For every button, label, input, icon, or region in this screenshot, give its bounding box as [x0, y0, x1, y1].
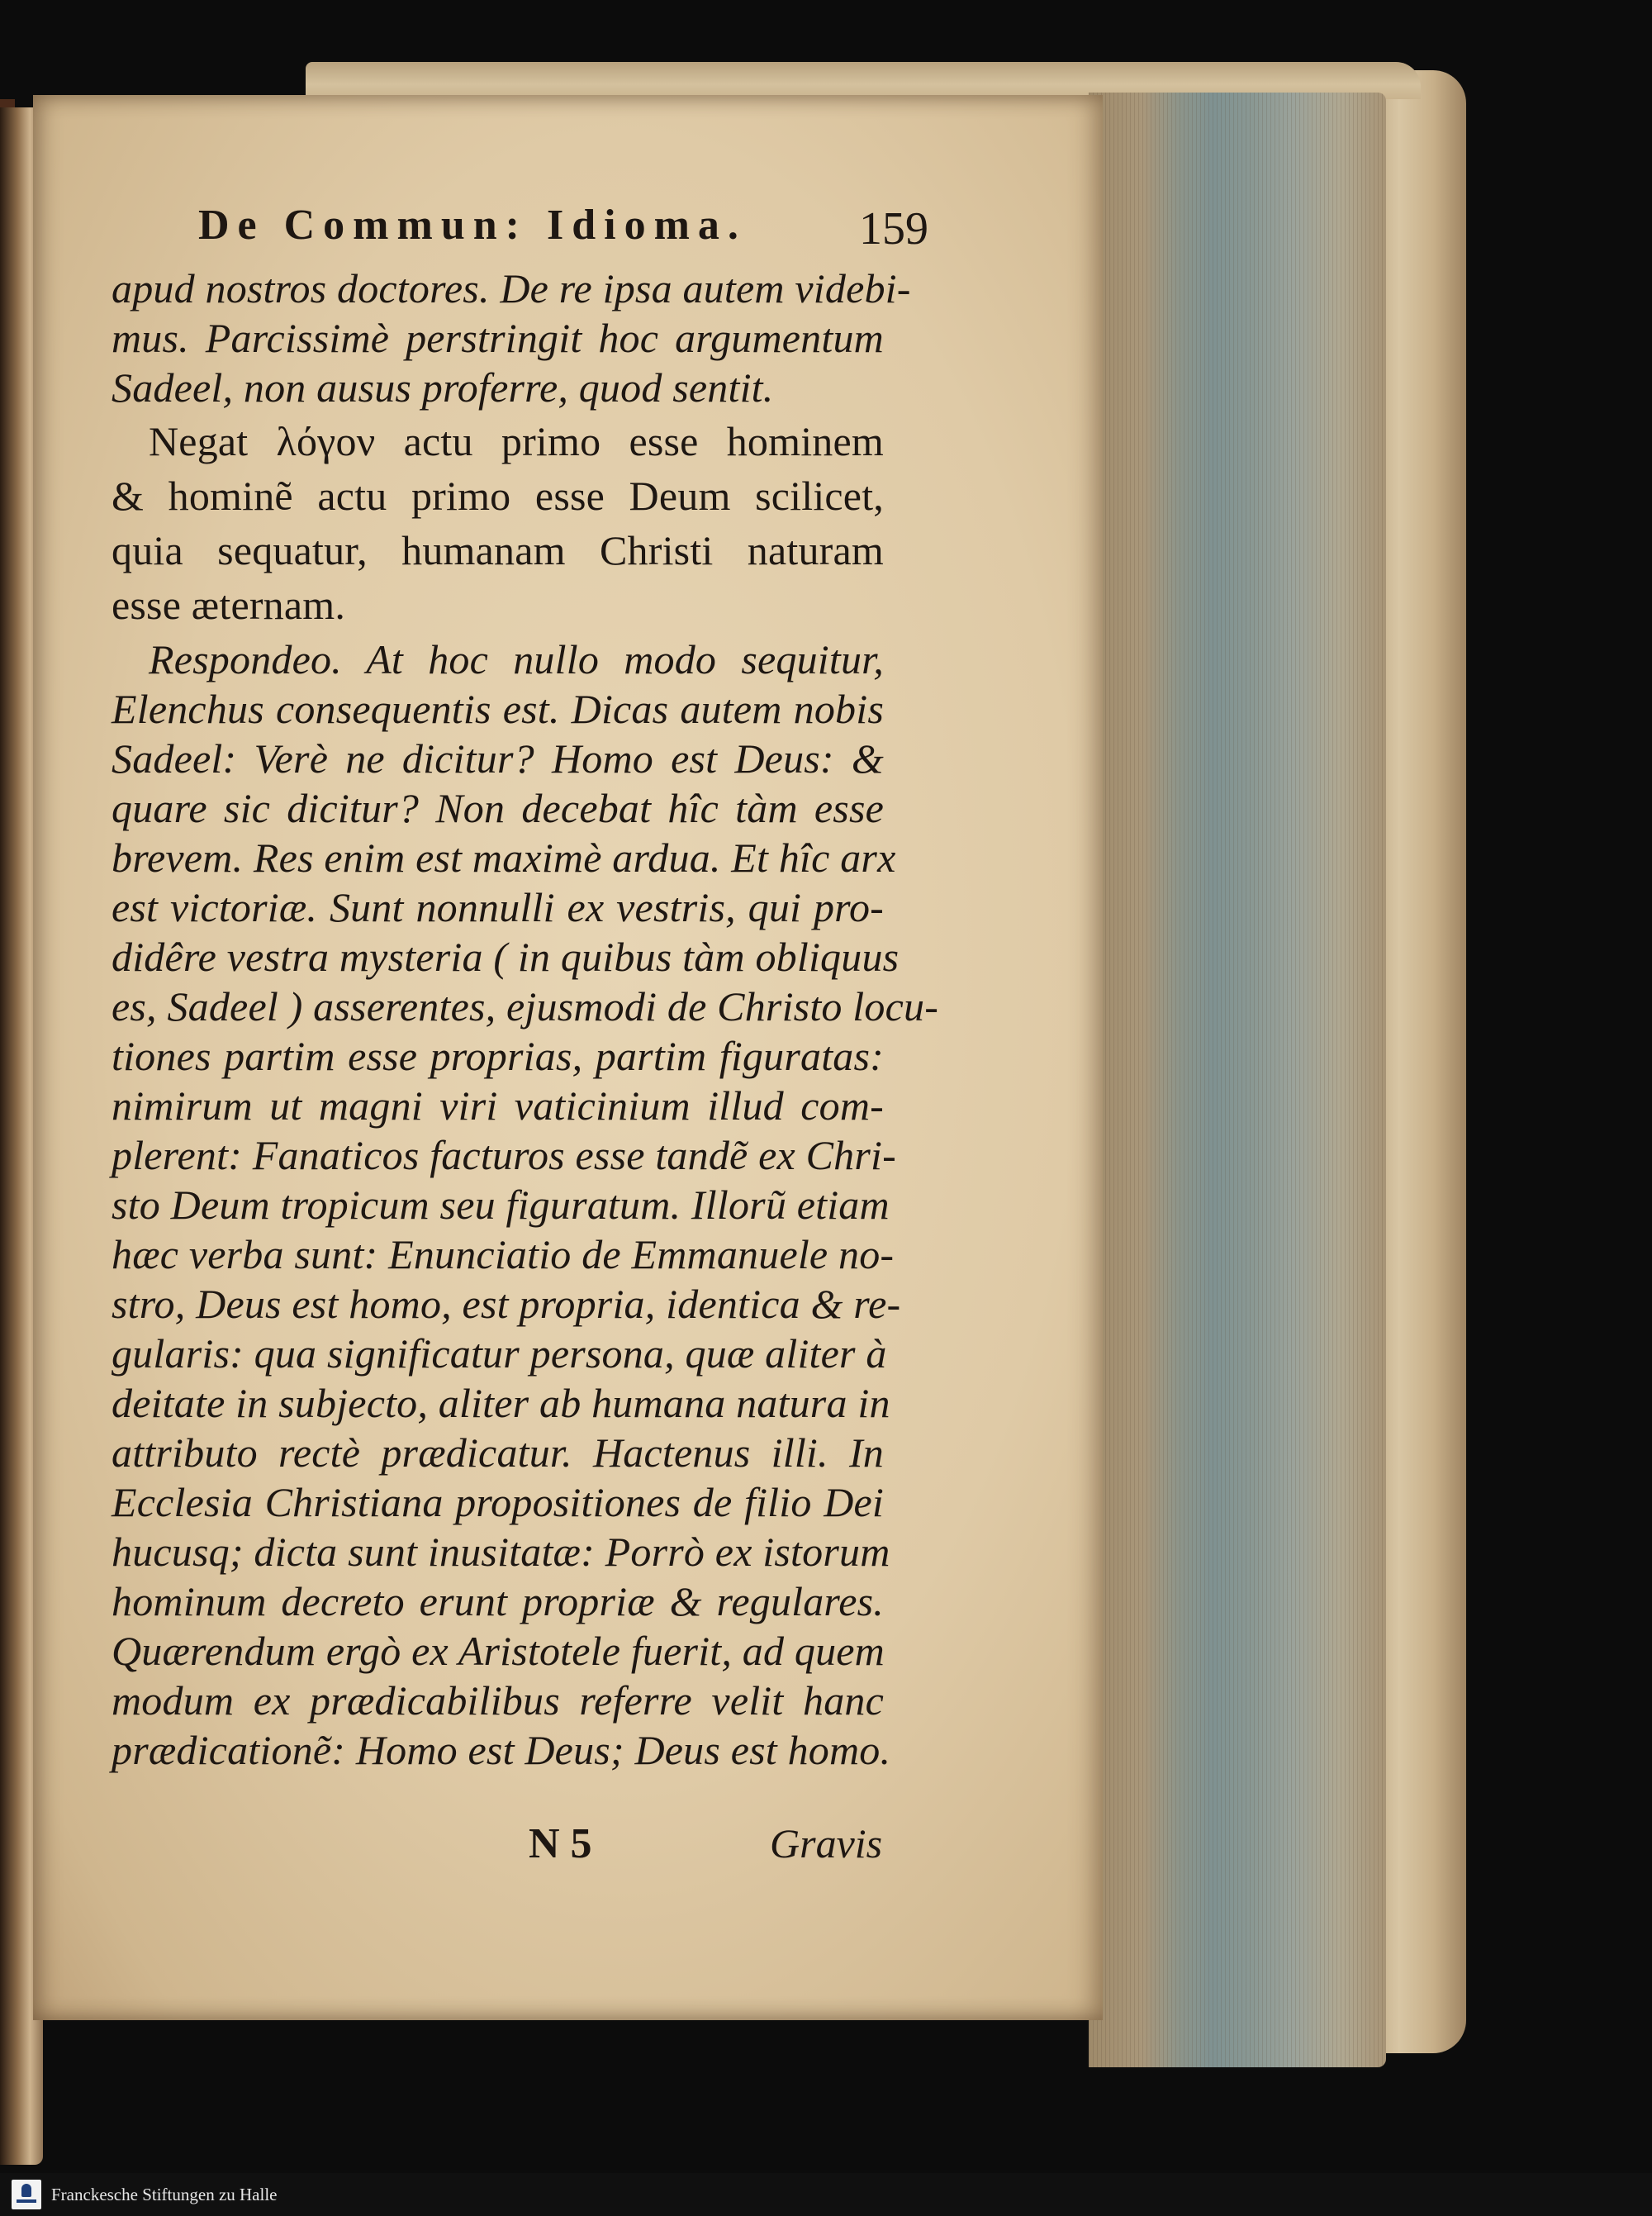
text-line: est victoriæ. Sunt nonnulli ex vestris, qui pro- — [112, 884, 884, 930]
text-line: modum ex prædicabilibus referre velit hanc — [112, 1677, 884, 1724]
text-line: Quærendum ergò ex Aristotele fuerit, ad quem — [112, 1628, 885, 1674]
text-line: tiones partim esse proprias, partim figuratas: — [112, 1033, 884, 1079]
text-line: quia sequatur, humanam Christi naturam — [112, 527, 884, 573]
text-line: esse æternam. — [112, 582, 346, 628]
text-line: gularis: qua significatur persona, quæ aliter à — [112, 1330, 887, 1377]
text-line: Sadeel: Verè ne dicitur? Homo est Deus: & — [112, 735, 884, 782]
text-line: didêre vestra mysteria ( in quibus tàm obliquus — [112, 934, 900, 980]
catchword: Gravis — [770, 1820, 883, 1866]
text-line: apud nostros doctores. De re ipsa autem videbi- — [112, 265, 911, 311]
text-line: hucusq; dicta sunt inusitatæ: Porrò ex istorum — [112, 1529, 890, 1575]
text-line: mus. Parcissimè perstringit hoc argumentum — [112, 315, 884, 361]
book-page — [33, 95, 1103, 2020]
text-line: plerent: Fanaticos facturos esse tandẽ ex Chri- — [112, 1132, 896, 1178]
text-line: hominum decreto erunt propriæ & regulares. — [112, 1578, 884, 1624]
text-line: nimirum ut magni viri vaticinium illud com- — [112, 1082, 884, 1129]
text-line: Sadeel, non ausus proferre, quod sentit. — [112, 364, 774, 411]
text-line: hæc verba sunt: Enunciatio de Emmanuele no- — [112, 1231, 895, 1277]
text-line: stro, Deus est homo, est propria, identica & re- — [112, 1281, 901, 1327]
text-line: Negat λόγον actu primo esse hominem — [149, 418, 884, 464]
text-line: es, Sadeel ) asserentes, ejusmodi de Christo locu- — [112, 983, 939, 1030]
text-line: & hominẽ actu primo esse Deum scilicet, — [112, 473, 884, 519]
page-number: 159 — [859, 203, 928, 254]
text-line: Elenchus consequentis est. Dicas autem nobis — [112, 686, 884, 732]
footer-credit: Franckesche Stiftungen zu Halle — [51, 2185, 278, 2204]
signature-mark: N 5 — [529, 1820, 592, 1867]
text-line: brevem. Res enim est maximè ardua. Et hîc arx — [112, 835, 896, 881]
text-line: Ecclesia Christiana propositiones de filio Dei — [112, 1479, 884, 1525]
institution-logo-icon — [12, 2180, 41, 2209]
text-line: sto Deum tropicum seu figuratum. Illorũ etiam — [112, 1182, 890, 1228]
text-line: prædicationẽ: Homo est Deus; Deus est homo. — [112, 1727, 891, 1773]
text-line: quare sic dicitur? Non decebat hîc tàm esse — [112, 785, 884, 831]
text-line: attributo rectè prædicatur. Hactenus illi. In — [112, 1429, 884, 1476]
footer-bar — [0, 2173, 1652, 2216]
text-line: Respondeo. At hoc nullo modo sequitur, — [149, 636, 884, 682]
page-stack-edge — [1089, 93, 1386, 2067]
text-line: deitate in subjecto, aliter ab humana natura in — [112, 1380, 890, 1426]
running-head: De Commun: Idioma. — [198, 202, 747, 249]
